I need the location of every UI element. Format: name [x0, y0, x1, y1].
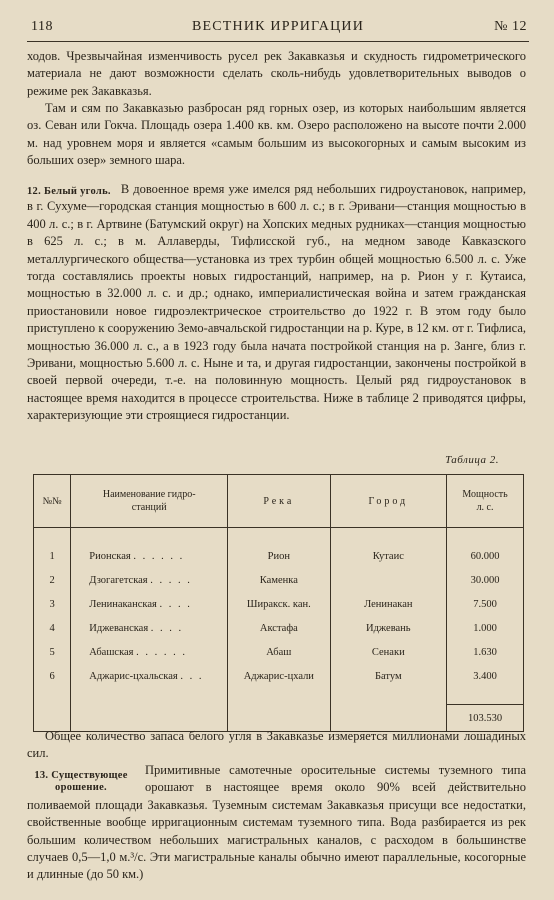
leader-dots: . . . .	[150, 622, 184, 634]
running-header	[27, 19, 529, 39]
row-num: 2	[34, 568, 71, 592]
header-num: №№	[34, 475, 71, 528]
total-power: 103.530	[447, 705, 524, 732]
header-rule	[27, 41, 529, 42]
header-power	[447, 475, 524, 528]
row-name	[71, 568, 228, 592]
section-heading-irrigation: 13. Существующее орошение.	[34, 770, 128, 793]
row-num: 4	[34, 616, 71, 640]
section-text-white-coal: В довоенное время уже имелся ряд небольших гидроустановок, например, в г. Сухуме—городская станция мощностью в 600 л. с.; в г. Эривани—станция мощностью в 400 л. с.; в г. Артвине (Батумский округ) на Хопских медных рудниках—станция мощностью в 625 л. с.; в м. Аллаверды, Тифлисской губ., на медном заводе Кавказского металлургического общества—установка из трех турбин общей мощностью 6.500 л. с. Уже тогда составлялись проекты новых гидростанций, например, на р. Рион у г. Кутаиса, мощностью в 32.000 л. с. и др.; однако, империалистическая война и затем гражданская приостановили новое гидроэлектрическое строительство до 1922 г. В этом году было приступлено к сооружению Земо-авчальской гидростанции на р. Куре, в 12 км. от г. Тифлиса, мощностью 36.000 л. с., а в 1923 году была начата постройкой станция на р. Занге, близ г. Эривани, мощностью 5.600 л. с. Ныне и та, и другая гидростанции, закончены постройкой в своей первой очереди, т.-е. на половинную мощность. Целый ряд гидроустановок в настоящее время находится в процессе строительства. Ниже в таблице 2 приводятся цифры, характеризующие эти строящиеся гидростанции.	[27, 182, 526, 423]
section-irrigation	[27, 762, 526, 884]
row-city: Сенаки	[330, 640, 447, 664]
row-name	[71, 664, 228, 688]
table-row	[34, 568, 524, 592]
row-power: 60.000	[447, 544, 524, 568]
row-power: 1.000	[447, 616, 524, 640]
row-city: Иджевань	[330, 616, 447, 640]
row-power: 3.400	[447, 664, 524, 688]
row-power: 30.000	[447, 568, 524, 592]
table-spacer-row	[34, 688, 524, 705]
issue-number: № 12	[494, 19, 527, 34]
header-name-line1: Наименование гидро-	[102, 489, 196, 500]
hydro-stations-table	[33, 474, 524, 732]
table-spacer-row	[34, 528, 524, 545]
leader-dots: . . . . . .	[133, 550, 185, 562]
header-river: Река	[228, 475, 330, 528]
journal-title: ВЕСТНИК ИРРИГАЦИИ	[191, 19, 365, 34]
station-name: Рионская	[89, 550, 131, 562]
paragraph-rivers: ходов. Чрезвычайная изменчивость русел рек Закавказья и скудность гидрометрического материала не дают возможности сделать сколь-нибудь удовлетворительных выводов о режиме рек Закавказья.	[27, 49, 526, 98]
row-river: Рион	[228, 544, 330, 568]
table-row	[34, 640, 524, 664]
header-name-line2: станций	[131, 502, 167, 513]
page-number: 118	[31, 19, 53, 34]
row-name	[71, 616, 228, 640]
header-power-line1: Мощность	[462, 489, 508, 500]
station-name: Ленинаканская	[89, 598, 157, 610]
row-name	[71, 544, 228, 568]
table-row	[34, 664, 524, 688]
table-row	[34, 592, 524, 616]
row-num: 6	[34, 664, 71, 688]
row-city: Кутаис	[330, 544, 447, 568]
station-name: Дзогагетская	[89, 574, 148, 586]
section-white-coal	[27, 181, 526, 425]
row-name	[71, 592, 228, 616]
station-name: Аджарис-цхальская	[89, 670, 178, 682]
table-caption: Таблица 2.	[445, 454, 499, 466]
section-heading-white-coal: 12. Белый уголь.	[27, 186, 111, 197]
leader-dots: . . . . .	[150, 574, 192, 586]
paragraph-white-coal-reserve: Общее количество запаса белого угля в Закавказье измеряется миллионами лошадиных сил.	[27, 729, 526, 761]
leader-dots: . . . .	[159, 598, 192, 610]
row-city: Батум	[330, 664, 447, 688]
row-num: 5	[34, 640, 71, 664]
table-header-row	[34, 475, 524, 528]
row-river: Акстафа	[228, 616, 330, 640]
row-river: Аджарис-цхали	[228, 664, 330, 688]
station-name: Абашская	[89, 646, 134, 658]
row-num: 3	[34, 592, 71, 616]
row-name	[71, 640, 228, 664]
row-num: 1	[34, 544, 71, 568]
row-power: 7.500	[447, 592, 524, 616]
row-city: Ленинакан	[330, 592, 447, 616]
row-river: Каменка	[228, 568, 330, 592]
row-city	[330, 568, 447, 592]
station-name: Иджеванская	[89, 622, 149, 634]
row-river: Абаш	[228, 640, 330, 664]
row-power: 1.630	[447, 640, 524, 664]
row-river: Ширакск. кан.	[228, 592, 330, 616]
section-text-irrigation: Примитивные самотечные оросительные системы туземного типа орошают в настоящее время около 90% всей действительно поливаемой площади Закавказья. Туземным системам Закавказья присущи все недостатки, свойственные вообще ирригационным системам туземного типа. Вода разбирается из рек большим количеством небольших магистральных каналов, с расходом в большинстве случаев 0,5—1,0 м.³/с. Эти магистральные каналы обычно имеют параллельные, косогорные и длинные (до 50 км.)	[27, 763, 526, 882]
table-row	[34, 616, 524, 640]
header-name	[71, 475, 228, 528]
leader-dots: . . .	[180, 670, 204, 682]
header-city: Город	[330, 475, 447, 528]
leader-dots: . . . . . .	[136, 646, 187, 658]
paragraph-lakes: Там и сям по Закавказью разбросан ряд горных озер, из которых наибольшим является оз. Севан или Гокча. Площадь озера 1.400 кв. км. Озеро расположено на высоте почти 2.000 м. над уровнем моря и является «самым большим из высокогорных и самым высоким из больших озер» земного шара.	[27, 101, 526, 168]
header-power-line2: л. с.	[476, 502, 494, 513]
table-row	[34, 544, 524, 568]
